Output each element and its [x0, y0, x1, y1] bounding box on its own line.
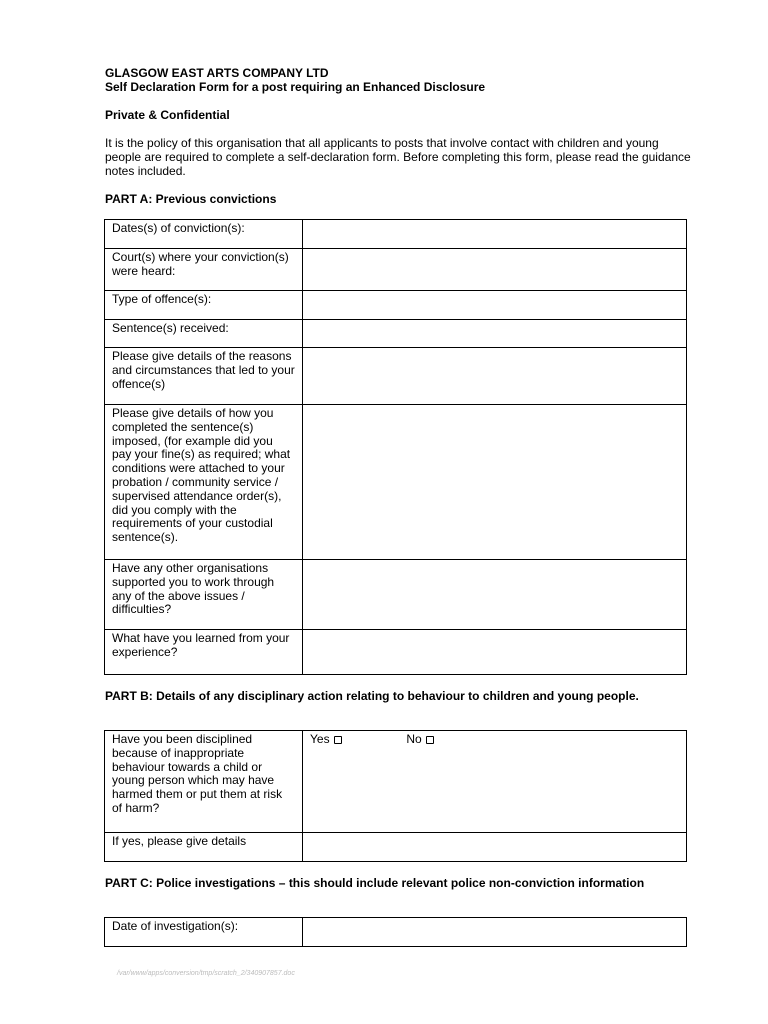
support-organisations-field[interactable]: [303, 560, 687, 630]
table-row: [105, 560, 687, 630]
file-path-footer: /var/www/apps/conversion/tmp/scratch_2/340907857.doc: [117, 970, 295, 977]
table-row: [105, 918, 687, 947]
disciplinary-details-field[interactable]: [303, 833, 687, 862]
part-c-title: PART C: Police investigations – this should include relevant police non-conviction information: [105, 876, 645, 890]
no-option[interactable]: [406, 733, 433, 747]
investigation-date-field[interactable]: [303, 918, 687, 947]
part-b-table: [104, 730, 687, 862]
no-checkbox-icon[interactable]: [426, 736, 434, 744]
table-row: [105, 320, 687, 348]
intro-paragraph: It is the policy of this organisation that all applicants to posts that involve contact with children and young people are required to complete a self-declaration form. Before completing this form, please read the guidance notes included.: [105, 136, 691, 178]
disciplinary-question: Have you been disciplined because of inappropriate behaviour towards a child or young person which may have harmed them or put them at risk of harm?: [105, 731, 303, 833]
form-title: Self Declaration Form for a post requiring an Enhanced Disclosure: [105, 80, 486, 94]
part-a-title: PART A: Previous convictions: [105, 192, 277, 206]
confidential-label: Private & Confidential: [105, 108, 230, 122]
table-row: [105, 731, 687, 833]
table-row: [105, 833, 687, 862]
no-label: No: [406, 732, 422, 746]
field-label: If yes, please give details: [105, 833, 303, 862]
field-label: Dates(s) of conviction(s):: [105, 220, 303, 249]
sentence-completion-field[interactable]: [303, 405, 687, 560]
company-name: GLASGOW EAST ARTS COMPANY LTD: [105, 66, 329, 80]
field-label: Please give details of how you completed the sentence(s) imposed, (for example did you pay your fine(s) as required; what conditions were attached to your probation / community service / supervised attendance order(s), did you comply with the requirements of your custodial sentence(s).: [105, 405, 303, 560]
table-row: [105, 220, 687, 249]
yes-no-cell: [303, 731, 687, 833]
table-row: [105, 291, 687, 320]
field-label: Type of offence(s):: [105, 291, 303, 320]
yes-option[interactable]: [310, 733, 403, 747]
offence-reasons-field[interactable]: [303, 348, 687, 405]
field-label: Court(s) where your conviction(s) were heard:: [105, 249, 303, 291]
field-label: What have you learned from your experience?: [105, 630, 303, 675]
offence-type-field[interactable]: [303, 291, 687, 320]
field-label: Sentence(s) received:: [105, 320, 303, 348]
part-b-title: PART B: Details of any disciplinary action relating to behaviour to children and young people.: [105, 689, 639, 703]
field-label: Have any other organisations supported you to work through any of the above issues / difficulties?: [105, 560, 303, 630]
yes-checkbox-icon[interactable]: [334, 736, 342, 744]
table-row: [105, 348, 687, 405]
table-row: [105, 630, 687, 675]
table-row: [105, 249, 687, 291]
field-label: Date of investigation(s):: [105, 918, 303, 947]
lessons-learned-field[interactable]: [303, 630, 687, 675]
sentence-field[interactable]: [303, 320, 687, 348]
part-a-table: [104, 219, 687, 675]
part-c-table: [104, 917, 687, 947]
table-row: [105, 405, 687, 560]
field-label: Please give details of the reasons and circumstances that led to your offence(s): [105, 348, 303, 405]
court-field[interactable]: [303, 249, 687, 291]
conviction-dates-field[interactable]: [303, 220, 687, 249]
yes-label: Yes: [310, 732, 330, 746]
